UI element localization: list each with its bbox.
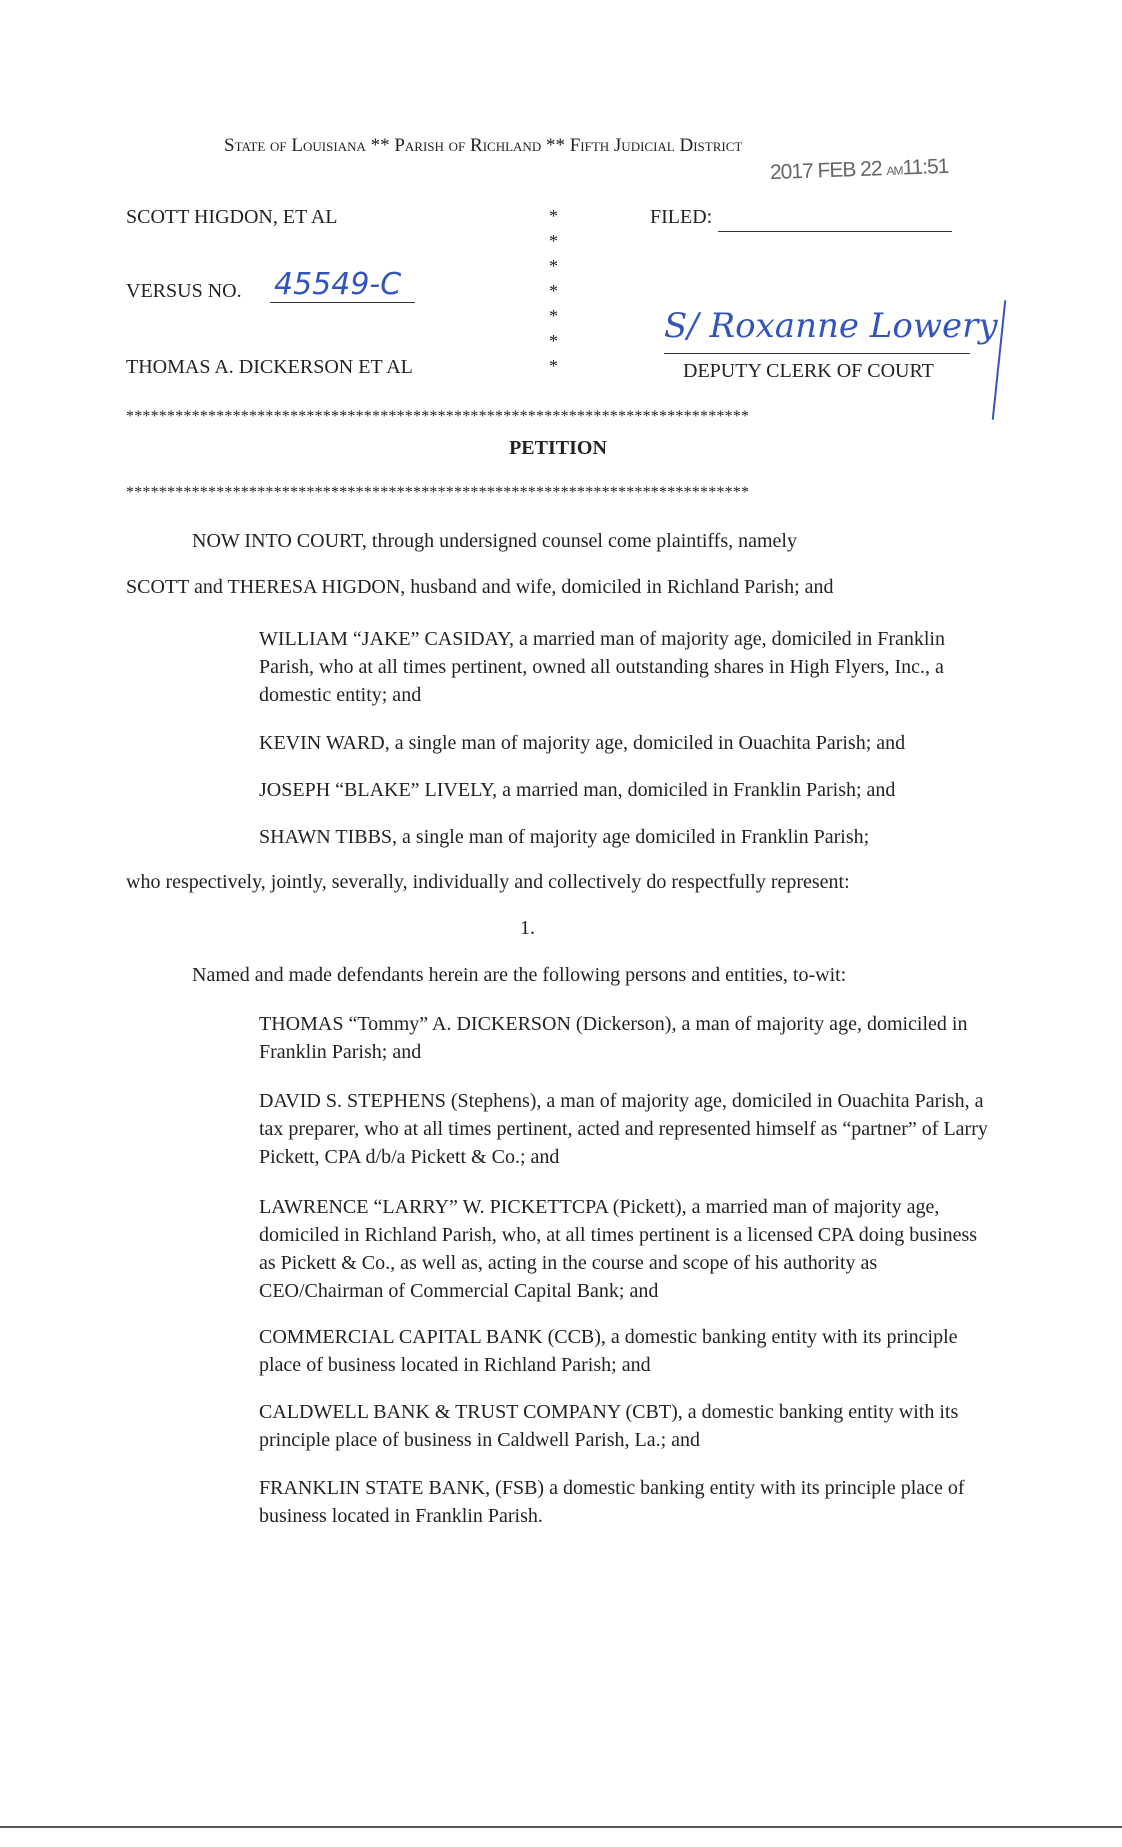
plaintiff-caption: SCOTT HIGDON, ET AL (126, 206, 338, 228)
defendant-entry: DAVID S. STEPHENS (Stephens), a man of majority age, domiciled in Ouachita Parish, a tax preparer, who at all times pertinent, acted and represented himself as “partner” of Larry Pickett, CPA d/b/a Pickett & Co.; and (259, 1090, 988, 1168)
filed-label: FILED: (650, 206, 713, 228)
represent-paragraph: who respectively, jointly, severally, individually and collectively do respectfully represent: (126, 871, 850, 893)
page-edge-line (0, 1826, 1122, 1828)
case-number: 45549-C (270, 268, 415, 303)
defendant-caption: THOMAS A. DICKERSON ET AL (126, 356, 413, 378)
section-number: 1. (520, 917, 535, 939)
clerk-label: DEPUTY CLERK OF COURT (683, 360, 934, 382)
separator-star: * (549, 356, 558, 376)
defendant-entry: LAWRENCE “LARRY” W. PICKETTCPA (Pickett), a married man of majority age, domiciled in Richland Parish, who, at all times pertinent is a licensed CPA doing business as Pickett & Co., as well as, acting in the course and scope of his authority as CEO/Chairman of Commercial Capital Bank; and (259, 1196, 978, 1302)
intro-paragraph: NOW INTO COURT, through undersigned counsel come plaintiffs, namely (192, 530, 797, 552)
signature-line (664, 353, 970, 354)
clerk-signature: S/ Roxanne Lowery (664, 306, 998, 346)
star-divider: **************************************************************************** (126, 484, 750, 501)
separator-star: * (549, 331, 558, 351)
stamp-date: 2017 FEB 22 (769, 157, 882, 185)
plaintiff-entry: JOSEPH “BLAKE” LIVELY, a married man, domiciled in Franklin Parish; and (259, 779, 896, 801)
plaintiff-entry: WILLIAM “JAKE” CASIDAY, a married man of majority age, domiciled in Franklin Parish, who at all times pertinent, owned all outstanding shares in High Flyers, Inc., a domestic entity; and (259, 628, 945, 706)
plaintiff-entry: SHAWN TIBBS, a single man of majority age domiciled in Franklin Parish; (259, 826, 870, 848)
defendant-entry: FRANKLIN STATE BANK, (FSB) a domestic banking entity with its principle place of business located in Franklin Parish. (259, 1477, 965, 1527)
separator-star: * (549, 306, 558, 326)
stamp-time: 11:51 (901, 154, 949, 180)
separator-star: * (549, 206, 558, 226)
separator-star: * (549, 281, 558, 301)
star-divider: **************************************************************************** (126, 408, 750, 425)
separator-star: * (549, 231, 558, 251)
separator-star: * (549, 256, 558, 276)
court-header: State of Louisiana ** Parish of Richland ** Fifth Judicial District (224, 135, 743, 156)
plaintiff-entry: KEVIN WARD, a single man of majority age, domiciled in Ouachita Parish; and (259, 732, 906, 754)
defendant-entry: THOMAS “Tommy” A. DICKERSON (Dickerson), a man of majority age, domiciled in Franklin Parish; and (259, 1013, 968, 1063)
defendant-entry: CALDWELL BANK & TRUST COMPANY (CBT), a domestic banking entity with its principle place of business in Caldwell Parish, La.; and (259, 1401, 959, 1451)
stamp-ampm: AM (886, 163, 903, 179)
document-title: PETITION (509, 437, 607, 459)
defendants-intro: Named and made defendants herein are the following persons and entities, to-wit: (192, 964, 847, 986)
versus-label: VERSUS NO. (126, 280, 242, 302)
plaintiff-entry: SCOTT and THERESA HIGDON, husband and wife, domiciled in Richland Parish; and (126, 576, 834, 598)
filing-stamp (770, 155, 949, 185)
filed-line (718, 231, 952, 232)
defendant-entry: COMMERCIAL CAPITAL BANK (CCB), a domestic banking entity with its principle place of business located in Richland Parish; and (259, 1326, 958, 1376)
